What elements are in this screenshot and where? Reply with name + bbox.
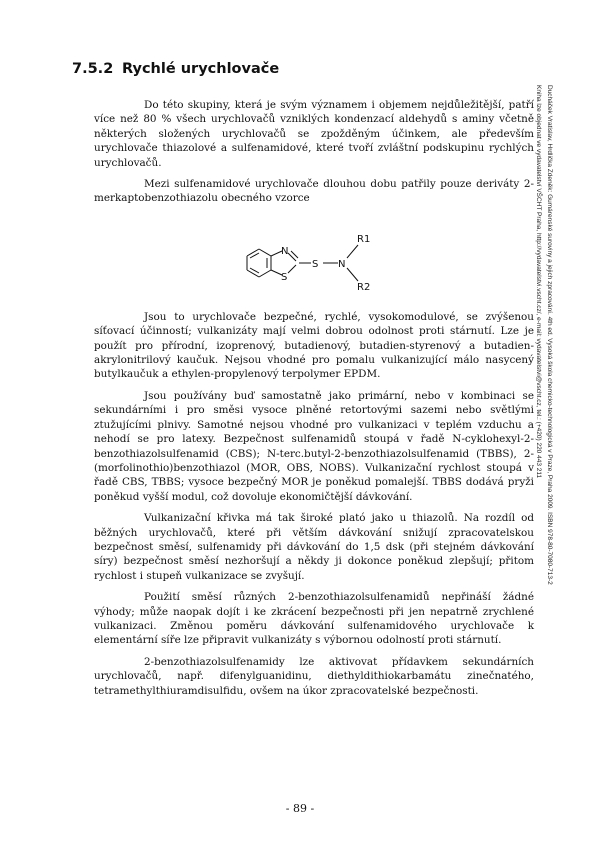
body-text bbox=[94, 98, 534, 705]
paragraph-2: Mezi sulfenamidové urychlovače dlouhou dobu patřily pouze deriváty 2-merkaptobenzothiazolu obecného vzorce bbox=[94, 178, 534, 205]
chemical-formula bbox=[94, 206, 534, 310]
paragraph-3: Jsou to urychlovače bezpečné, rychlé, vysokomodulové, se zvýšenou síťovací účinností; vulkanizáty mají velmi dobrou odolnost proti stárnutí. Lze je použít pro přírodní, izoprenový, butadienový, butadien-styrenový a butadien-akrylonitrilový kaučuk. Nejsou vhodné pro pomalu vulkanizující málo nasycený butylkaučuk a ethylen-propylenový terpolymer EPDM. bbox=[94, 310, 534, 381]
sidebar-order-info: Kniha lze objednat ve vydavatelství VŠCHT Praha, http://vydavatelstvi.vscht.cz/, e-mail: vydavatelstvi@vscht.cz, tel.: (+420) 220 443 211 bbox=[535, 85, 542, 479]
section-heading bbox=[72, 61, 279, 77]
sidebar-citation: Ducháček Vratislav, Hrdlička Zdeněk: Gumárenské suroviny a jejich zpracování. 4th ed. Vysoká škola chemicko-technologická v Praze, Praha 2009. ISBN 978-80-7080-713-2 bbox=[546, 85, 553, 585]
benzothiazole-sulfenamide-structure bbox=[232, 220, 422, 300]
atom-s-ring: S bbox=[281, 271, 288, 283]
page-number: - 89 - bbox=[285, 802, 315, 815]
atom-s-link: S bbox=[312, 258, 319, 270]
section-number: 7.5.2 bbox=[72, 61, 114, 77]
paragraph-6: Použití směsí různých 2-benzothiazolsulfenamidů nepřináší žádné výhody; může naopak dojít i ke zkrácení bezpečnosti při jen nepatrně zrychlené vulkanizaci. Změnou poměru dávkování sulfenamidového urychlovače k elementární síře lze připravit vulkanizáty s výbornou odolností proti stárnutí. bbox=[94, 591, 534, 647]
paragraph-1: Do této skupiny, která je svým významem i objemem nejdůležitější, patří více než 80 % všech urychlovačů vzniklých kondenzací aldehydů s aminy včetně některých složených urychlovačů se zpožděným účinkem, ale především urychlovače thiazolové a sulfenamidové, které tvoří zvláštní podskupinu rychlých urychlovačů. bbox=[94, 99, 534, 169]
substituent-r2: R2 bbox=[357, 281, 371, 293]
substituent-r1: R1 bbox=[357, 233, 371, 245]
publisher-sidebar bbox=[515, 85, 555, 805]
atom-n-amine: N bbox=[338, 258, 346, 270]
paragraph-4: Jsou používány buď samostatně jako primární, nebo v kombinaci se sekundárními i pro směsi vysoce plněné retortovými sazemi nebo světlými ztužujícími plnivy. Samotné nejsou vhodné pro vulkanizaci v teplém vzduchu a nehodí se pro latexy. Bezpečnost sulfenamidů stoupá v řadě N-cyklohexyl-2-benzothiazolsulfenamid (CBS); N-terc.butyl-2-benzothiazolsulfenamid (TBBS), 2-(morfolinothio)benzothiazol (MOR, OBS, NOBS). Vulkanizační rychlost stoupá v řadě CBS, TBBS; vysoce bezpečný MOR je poněkud pomalejší. TBBS dodává pryži poněkud vyšší modul, což dovoluje ekonomičtější dávkování. bbox=[94, 389, 534, 503]
section-title: Rychlé urychlovače bbox=[122, 61, 280, 77]
paragraph-5: Vulkanizační křivka má tak široké plató jako u thiazolů. Na rozdíl od běžných urychlovačů, které při větším dávkování snižují zpracovatelskou bezpečnost směsí, sulfenamidy při dávkování do 1,5 dsk (při stejném dávkování síry) bezpečnost směsí nezhoršují a někdy ji dokonce poněkud zlepšují; přitom rychlost i stupeň vulkanizace se zvyšují. bbox=[94, 512, 534, 582]
atom-n-ring: N bbox=[281, 245, 289, 257]
paragraph-7: 2-benzothiazolsulfenamidy lze aktivovat přídavkem sekundárních urychlovačů, např. difenylguanidinu, diethyldithiokarbamátu zinečnatého, tetramethylthiuramdisulfidu, ovšem na úkor zpracovatelské bezpečnosti. bbox=[94, 655, 534, 697]
